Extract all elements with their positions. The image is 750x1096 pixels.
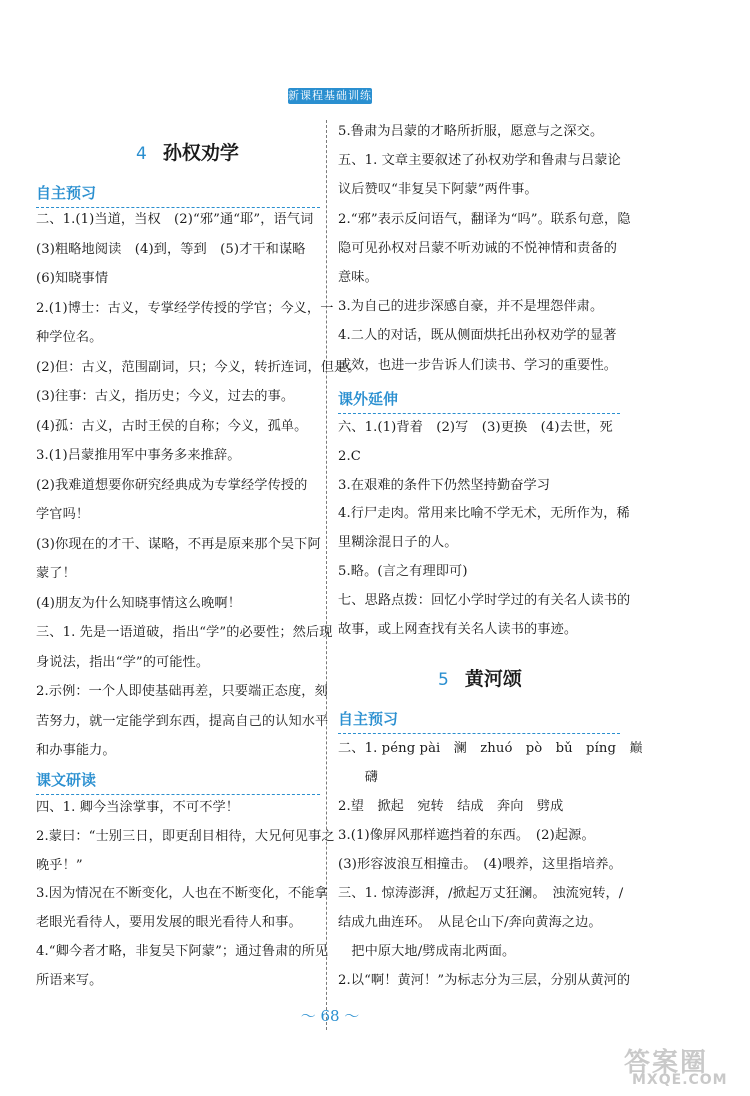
watermark-top: 答案圈: [624, 1048, 709, 1078]
answer-line: 3.在艰难的条件下仍然坚持勤奋学习: [338, 477, 551, 493]
answer-line: 六、1.(1)背着 (2)写 (3)更换 (4)去世，死: [338, 420, 613, 435]
answer-line: 二、1.(1)当道，当权 (2)“邪”通“耶”，语气词: [36, 212, 314, 227]
answer-line: 和办事能力。: [36, 743, 116, 758]
lesson-number: 4: [136, 144, 147, 164]
answer-line: 三、1. 惊涛澎湃，/掀起万丈狂澜。 浊流宛转，/: [338, 886, 624, 901]
lesson-title-4: [136, 138, 239, 165]
page-number: ～ 68 ～: [300, 1007, 360, 1025]
answer-line: 身说法，指出“学”的可能性。: [36, 654, 210, 670]
answer-line: 苦努力，就一定能学到东西，提高自己的认知水平: [36, 713, 329, 729]
answer-line: 四、1. 卿今当涂掌事，不可不学！: [36, 800, 240, 815]
answer-line: (4)朋友为什么知晓事情这么晚啊！: [36, 595, 242, 611]
answer-line: 礴: [338, 770, 378, 785]
answer-line: 4.行尸走肉。常用来比喻不学无术，无所作为，稀: [338, 506, 630, 522]
lesson-number: 5: [438, 670, 449, 690]
answer-line: 2.示例：一个人即使基础再差，只要端正态度，刻: [36, 684, 328, 699]
answer-line: 五、1. 文章主要叙述了孙权劝学和鲁肃与吕蒙论: [338, 153, 621, 169]
answer-line: 意味。: [338, 270, 378, 285]
answer-line: (3)你现在的才干、谋略，不再是原来那个吴下阿: [36, 536, 321, 552]
answer-line: (3)往事：古义，指历史；今义，过去的事。: [36, 389, 295, 404]
section-head-preview-2: 自主预习: [338, 710, 399, 728]
lesson-title-text: 黄河颂: [464, 668, 522, 690]
section-head-preview: 自主预习: [36, 184, 97, 202]
watermark-bottom: MXQE.COM: [632, 1072, 728, 1088]
answer-line: 2.“邪”表示反问语气，翻译为“吗”。联系句意，隐: [338, 211, 631, 227]
answer-line: 学官吗！: [36, 507, 90, 522]
answer-line: 把中原大地/劈成南北两面。: [338, 944, 516, 959]
answer-line: 成效，也进一步告诉人们读书、学习的重要性。: [338, 357, 618, 373]
answer-line: (2)但：古义，范围副词，只；今义，转折连词，但是。: [36, 359, 361, 375]
answer-line: 隐可见孙权对吕蒙不听劝诫的不悦神情和责备的: [338, 240, 618, 256]
answer-line: 种学位名。: [36, 330, 103, 345]
answer-line: (2)我难道想要你研究经典成为专掌经学传授的: [36, 477, 308, 493]
answer-line: 三、1. 先是一语道破，指出“学”的必要性；然后现: [36, 625, 333, 640]
lesson-title-5: [438, 664, 522, 691]
answer-line: 议后赞叹“非复吴下阿蒙”两件事。: [338, 182, 538, 198]
answer-line: 2.望 掀起 宛转 结成 奔向 劈成: [338, 799, 564, 814]
answer-line: 2.(1)博士：古义，专掌经学传授的学官；今义，一: [36, 300, 334, 316]
answer-line: 3.(1)吕蒙推用军中事务多来推辞。: [36, 448, 241, 463]
answer-line: 里糊涂混日子的人。: [338, 535, 458, 551]
answer-line: 七、思路点拨：回忆小学时学过的有关名人读书的: [338, 592, 631, 608]
answer-line: 蒙了！: [36, 566, 76, 581]
answer-line: 二、1. péng pài 澜 zhuó pò bǔ píng 巅: [338, 741, 643, 756]
answer-line: 3.因为情况在不断变化，人也在不断变化，不能拿: [36, 886, 328, 902]
lesson-title-text: 孙权劝学: [162, 142, 239, 164]
section-head-study: 课文研读: [36, 771, 97, 789]
answer-line: 4.二人的对话，既从侧面烘托出孙权劝学的显著: [338, 328, 617, 344]
section-head-extension: 课外延伸: [338, 390, 399, 408]
answer-line: 晚乎！”: [36, 857, 83, 873]
answer-line: 老眼光看待人，要用发展的眼光看待人和事。: [36, 915, 302, 931]
answer-line: 2.蒙曰：“士别三日，即更刮目相待，大兄何见事之: [36, 828, 335, 844]
answer-line: 5.略。(言之有理即可): [338, 564, 468, 579]
answer-line: 2.以“啊！黄河！”为标志分为三层，分别从黄河的: [338, 973, 631, 988]
answer-line: (3)粗略地阅读 (4)到，等到 (5)才干和谋略: [36, 241, 306, 257]
header-badge: 新课程基础训练: [288, 89, 372, 102]
watermark-logo: [618, 1042, 742, 1088]
answer-line: 故事，或上网查找有关名人读书的事迹。: [338, 621, 578, 637]
answer-line: (4)孤：古义，古时王侯的自称；今义，孤单。: [36, 418, 308, 434]
answer-line: (6)知晓事情: [36, 271, 109, 286]
answer-line: 3.为自己的进步深感自豪，并不是埋怨伴肃。: [338, 299, 604, 315]
answer-line: 所语来写。: [36, 972, 103, 988]
answer-line: 结成九曲连环。 从昆仑山下/奔向黄海之边。: [338, 915, 602, 930]
answer-line: 4.“卿今者才略，非复吴下阿蒙”；通过鲁肃的所见: [36, 944, 329, 959]
answer-line: 2.C: [338, 448, 361, 464]
answer-line: (3)形容波浪互相撞击。 (4)喂养，这里指培养。: [338, 857, 622, 872]
answer-line: 5.鲁肃为吕蒙的才略所折服，愿意与之深交。: [338, 124, 604, 139]
answer-line: 3.(1)像屏风那样遮挡着的东西。 (2)起源。: [338, 828, 595, 843]
